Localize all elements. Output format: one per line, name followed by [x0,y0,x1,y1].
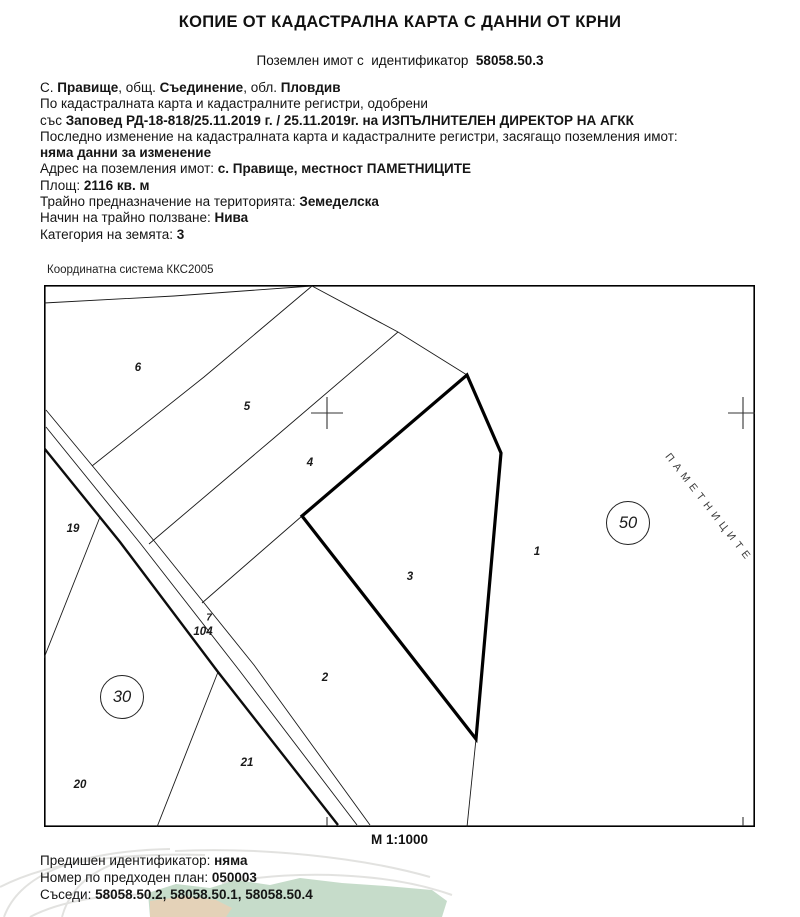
boundary-line [44,286,312,303]
map-scale-label: М 1:1000 [370,832,429,847]
boundary-line [202,516,302,603]
map-border [45,286,754,826]
page-title: КОПИЕ ОТ КАДАСТРАЛНА КАРТА С ДАННИ ОТ КРНИ [178,13,622,31]
parcel-label-6: 6 [134,362,142,374]
footer-line-previous-plan: Номер по предходен план: 050003 [40,870,257,885]
parcel-identifier-subtitle: Поземлен имот с идентификатор 58058.50.3 [256,53,544,68]
cadastral-map [44,285,755,827]
boundary-line [149,332,398,544]
boundary-line [44,517,100,658]
info-line-approved: По кадастралната карта и кадастралните регистри, одобрени [40,96,428,112]
property-info-block [40,80,780,243]
parcel-label-3: 3 [406,571,414,583]
coordinate-system-label: Координатна система ККС2005 [47,264,214,276]
parcel-label-5: 5 [243,401,251,413]
circled-label-30 [100,675,144,719]
parcel-label-19: 19 [66,523,80,535]
info-line-territory-use: Трайно предназначение на територията: Земеделска [40,194,379,210]
parcel-label-7: 7 [206,612,212,624]
footer-line-neighbours: Съседи: 58058.50.2, 58058.50.1, 58058.50.4 [40,887,313,902]
parcel-label-20: 20 [73,779,87,791]
parcel-label-104: 104 [193,626,213,638]
grid-cross-tick [327,817,743,826]
info-line-permanent-use: Начин на трайно ползване: Нива [40,210,249,226]
subject-parcel-outline [302,375,501,739]
footer-line-previous-id: Предишен идентификатор: няма [40,853,248,868]
locality-label: ПАМЕТНИЦИТЕ [662,451,756,566]
circled-label-50 [606,501,650,545]
boundary-line [92,286,312,466]
circled-label-30-text: 30 [112,687,132,706]
grid-cross [728,397,755,429]
info-line-address: Адрес на поземления имот: с. Правище, местност ПАМЕТНИЦИТЕ [40,161,471,177]
info-line-location: С. Правище, общ. Съединение, обл. Пловдив [40,80,341,95]
info-line-order: със Заповед РД-18-818/25.11.2019 г. / 25.11.2019г. на ИЗПЪЛНИТЕЛЕН ДИРЕКТОР НА АГКК [40,112,634,128]
boundary-line [157,672,218,827]
parcel-label-21: 21 [240,757,254,769]
parcel-label-2: 2 [321,672,329,684]
parcel-label-1: 1 [533,546,541,558]
info-line-land-category: Категория на земята: 3 [40,226,185,242]
boundary-line [467,739,476,827]
road-thick-line [44,448,338,825]
cadastral-map-canvas [44,285,755,827]
boundary-line [312,286,467,375]
parcel-label-4: 4 [306,457,314,469]
info-line-last-change: Последно изменение на кадастралната карта и кадастралните регистри, засягащо поземления имот: [40,128,678,144]
info-line-area: Площ: 2116 кв. м [40,177,150,193]
circled-label-50-text: 50 [618,513,638,532]
footer-info-block [40,852,780,903]
info-line-no-change: няма данни за изменение [40,145,212,161]
